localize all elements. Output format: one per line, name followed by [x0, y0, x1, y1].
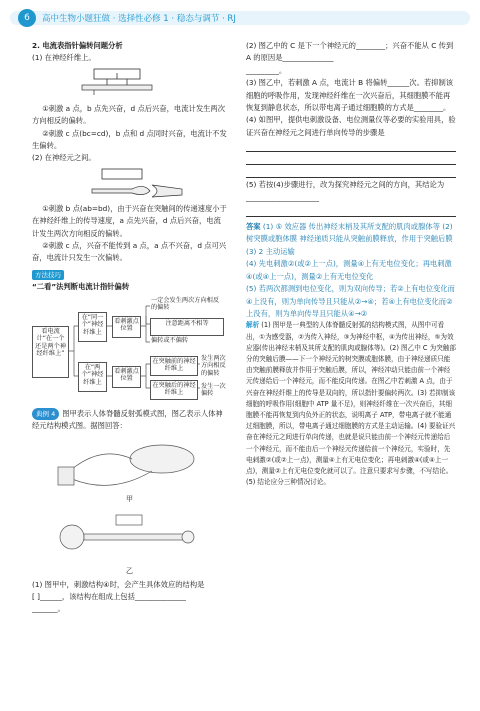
flow-result-2: 注意距离不相等	[150, 318, 224, 336]
galvanometer-2	[102, 169, 142, 179]
synapse-diagram-svg	[32, 167, 228, 201]
question-1b: [ ]______，该结构在组成上包括______________	[32, 591, 186, 601]
page-number: 6	[18, 9, 36, 27]
answer-2: (4) 先电刺激②(或②上一点)，测量④上有无电位变化；再电刺激④(或④上一点)，测量②上有无电位变化	[246, 259, 452, 281]
answer-line[interactable]	[246, 153, 456, 165]
question-2: (2) 图乙中的 C 是下一个神经元的________；兴奋不能从 C 传到 A 的原因是______________	[246, 41, 454, 63]
flow-see-2: 看刺激点位置	[112, 366, 141, 388]
answer-line[interactable]	[246, 166, 456, 178]
explanation-label: 解析	[246, 321, 260, 330]
terminal	[182, 531, 194, 543]
answer-line[interactable]	[246, 205, 456, 217]
subsection-2: (2) 在神经元之间。	[32, 153, 96, 163]
answer-3: (5) 若两次都测到电位变化，则为双向传导；若②上有电位变化而④上没有，则为单向传导且只能从②→④；若④上有电位变化而②上没有，则为单向传导且只能从④→②	[246, 284, 455, 318]
example-badge: 典例 4	[32, 408, 59, 420]
question-5: (5) 若按(4)步骤进行，改为探究神经元之间的方向，其结论为____________________	[246, 180, 445, 202]
flow-after-1: 在突触前的神经纤维上	[150, 356, 198, 376]
answer-1: (1) ⑤ 效应器 传出神经末梢及其所支配的肌肉或腺体等 (2) 树突膜或胞体膜 神经递质只能从突触前膜释放，作用于突触后膜 (3) 2 主动运输	[246, 222, 453, 256]
section-heading: 2. 电流表指针偏转问题分析	[32, 41, 123, 50]
flow-root: 看电流计“在一个还是两个神经纤维上”	[32, 326, 69, 378]
flow-after-2: 在突触后的神经纤维上	[150, 380, 198, 400]
cell-body	[60, 525, 84, 549]
effector	[58, 467, 74, 485]
question-1c: _______。	[32, 604, 65, 614]
example-text: 图甲表示人体脊髓反射弧模式图，图乙表示人体神经元结构模式图。据图回答：	[32, 408, 223, 431]
figure-yi	[32, 507, 228, 577]
question-2b: _________。	[246, 65, 287, 75]
flow-result-5: 发生两次方向相反的偏转	[200, 354, 230, 378]
question-3: (3) 图乙中，若刺激 A 点，电流计 B 将偏转______次。若抑制该细胞的呼吸作用，发现神经纤维在一次兴奋后，其细胞膜不能再恢复到静息状态，所以带电离子通过细胞膜的方式是________。	[246, 78, 454, 113]
answer-label: 答案	[246, 222, 261, 232]
right-column	[246, 40, 456, 488]
subsection-1: (1) 在神经纤维上。	[32, 53, 96, 63]
neuron-2	[152, 185, 182, 197]
method-title: “二看”法判断电流计指针偏转	[32, 282, 130, 292]
explanation-text: (1) 图甲是一典型的人体脊髓反射弧的结构模式图，从图中可看出，①为感受器，②为传入神经，③为神经中枢，④为传出神经，⑤为效应器(传出神经末梢及其所支配的肌肉或腺体等)。(2) 图乙中 C 为突触部分的突触后膜——下一个神经元的树突膜或胞体膜，由于神经递质只能由突触前膜释放并作用于突触后膜，所以，神经冲动只能由前一个神经元传递给后一个神经元，而不能反向传递。在图乙中若刺激 A 点，由于兴奋在神经纤维上的传导是双向的，所以指针要偏转两次。(3) 若抑制该细胞的呼吸作用(细胞中 ATP 量不足)，则神经纤维在一次兴奋后，其细胞膜不能再恢复到内负外正的状态，说明离子 ATP，带电离子就不能通过细胞膜，所以，带电离子通过细胞膜的方式是主动运输。(4) 要验证兴奋在神经元之间进行单向传递，也就是说只能由前一个神经元传递给后一个神经元，而不能由后一个神经元传递给前一个神经元，实验时，先电刺激②(或②上一点)，测量④上有无电位变化；再电刺激④(或④上一点)，测量②上有无电位变化就可以了。注意只要求写步骤，不写结论。(5) 结论应分三种情况讨论。	[246, 321, 457, 487]
flow-see-1: 看刺激点位置	[112, 316, 141, 338]
para-2: ②刺激 c 点(bc=cd)，b 点和 d 点同时兴奋，电流计不发生偏转。	[32, 128, 227, 151]
para-1: ①刺激 a 点，b 点先兴奋，d 点后兴奋，电流计发生两次方向相反的偏转。	[32, 103, 226, 126]
method-tag: 方法技巧	[32, 270, 64, 280]
question-1a: (1) 图甲中，刺激结构④时，会产生具体效应的结构是	[32, 579, 205, 589]
page-header	[0, 0, 480, 30]
para-4: ②刺激 c 点，兴奋不能传到 a 点，a 点不兴奋，d 点可兴奋，电流计只发生一次偏转。	[32, 241, 227, 263]
flow-result-6: 发生一次偏转	[200, 382, 230, 400]
nerve-fiber	[82, 85, 152, 90]
efferent-nerve	[72, 471, 152, 485]
synapse-diagram	[32, 167, 228, 201]
question-4: (4) 如图甲，提供电刺激设备、电位测量仪等必要的实验用具，验证兴奋在神经元之间进行单向传导的步骤是	[246, 115, 456, 137]
afferent-nerve	[72, 453, 132, 468]
answer-line[interactable]	[246, 140, 456, 152]
figure-yi-label: 乙	[126, 566, 133, 575]
neuron-1	[92, 186, 150, 194]
spinal-cord	[130, 445, 194, 473]
flow-result-4: 偏转或不偏转	[150, 336, 222, 347]
flow-two-fibers: 在“两个”神经纤维上	[78, 362, 107, 392]
flowchart	[32, 296, 228, 406]
figure-jia	[32, 435, 228, 505]
flow-same-fiber: 在“同一个”神经纤维上	[78, 312, 107, 342]
galvanometer-b	[116, 515, 142, 525]
axon	[84, 534, 184, 540]
fiber-diagram	[32, 67, 228, 101]
flow-result-1: 一定会发生两次方向相反的偏转	[150, 296, 222, 314]
figure-jia-label: 甲	[126, 494, 133, 503]
fiber-diagram-svg	[32, 67, 228, 101]
header-title: 高中生物小题狂做 · 选择性必修 1 · 稳态与调节 · RJ	[42, 14, 236, 24]
left-column	[32, 40, 228, 616]
para-3: ①刺激 b 点(ab=bd)，由于兴奋在突触间的传递速度小于在神经纤维上的传导速度，a 点先兴奋，d 点后兴奋，电流计发生两次方向相反的偏转。	[32, 203, 227, 238]
